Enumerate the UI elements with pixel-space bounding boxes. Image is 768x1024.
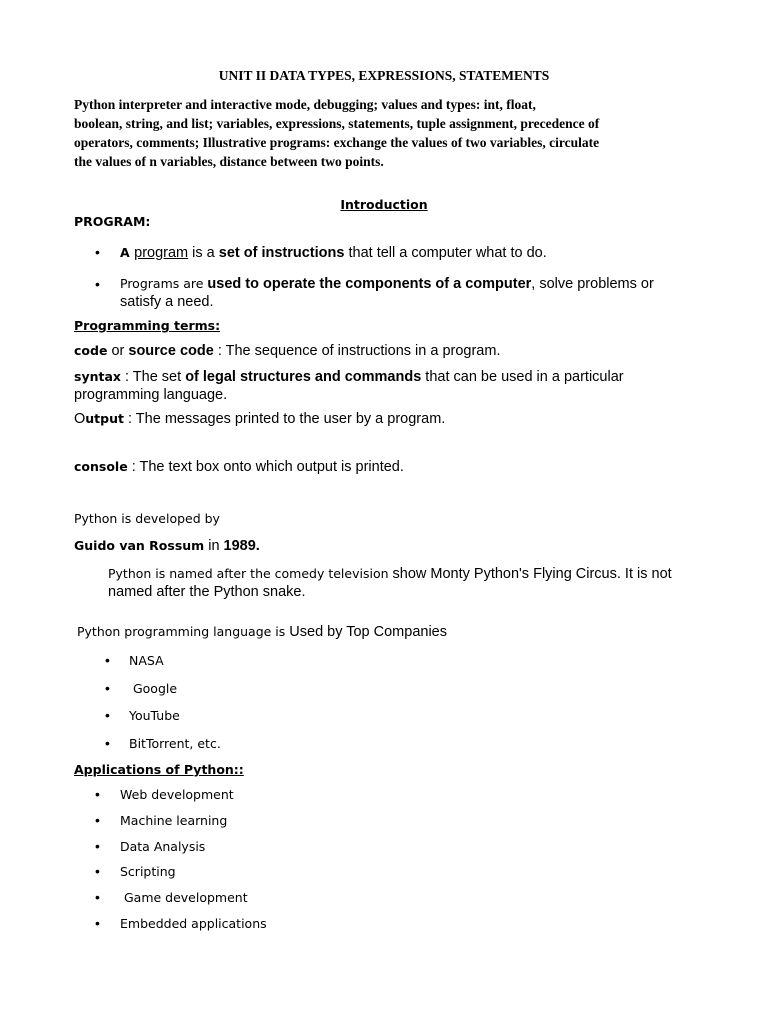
output-term xyxy=(74,410,445,428)
bullet-dot: • xyxy=(95,889,100,905)
bullet-dot: • xyxy=(95,786,100,802)
programs-usage-lead: Programs are xyxy=(120,276,208,291)
output-word: utput xyxy=(85,411,124,426)
company-item: Google xyxy=(129,681,178,696)
bullet-dot: • xyxy=(95,863,100,879)
syntax-line2: programming language. xyxy=(74,387,228,403)
guido-name: Guido van Rossum xyxy=(74,538,205,553)
named-after-lead: Python is named after the comedy television xyxy=(108,566,393,581)
programs-usage-bold: used to operate the components of a computer xyxy=(207,276,532,292)
companies-intro-rest: Used by Top Companies xyxy=(289,624,447,640)
programs-usage-rest: , solve problems or xyxy=(531,276,654,292)
guido-year: 1989. xyxy=(223,538,260,554)
introduction-heading: Introduction xyxy=(340,197,428,212)
console-term xyxy=(74,458,404,476)
syntax-term xyxy=(74,368,624,404)
company-item: NASA xyxy=(129,653,164,668)
syntax-lead: : The set xyxy=(120,369,186,385)
code-definition: : The sequence of instructions in a program. xyxy=(213,343,501,359)
companies-intro-lead: Python programming language is xyxy=(77,624,290,639)
syntax-word: syntax xyxy=(74,369,121,384)
syntax-bold: of legal structures and commands xyxy=(185,369,422,385)
syllabus-line: the values of n variables, distance between two points. xyxy=(74,154,384,169)
program-def-a: A xyxy=(120,245,130,260)
bullet-dot: • xyxy=(105,707,110,723)
program-heading: PROGRAM: xyxy=(74,214,151,229)
code-term xyxy=(74,342,500,360)
program-definition xyxy=(120,244,547,262)
named-after-line2: named after the Python snake. xyxy=(108,584,306,600)
developed-by-text: Python is developed by xyxy=(74,511,220,526)
bullet-dot: • xyxy=(105,680,110,696)
programs-usage xyxy=(120,275,654,311)
code-word: code xyxy=(74,343,108,358)
program-def-is-a: is a xyxy=(188,245,219,261)
programs-usage-line2: satisfy a need. xyxy=(120,294,214,310)
application-item: Game development xyxy=(120,890,248,905)
bullet-dot: • xyxy=(95,838,100,854)
named-after-paragraph xyxy=(108,565,672,601)
syllabus-line: boolean, string, and list; variables, expressions, statements, tuple assignment, precedence of xyxy=(74,116,600,131)
unit-title: UNIT II DATA TYPES, EXPRESSIONS, STATEMENTS xyxy=(218,68,550,83)
application-item: Embedded applications xyxy=(120,916,267,931)
code-or: or xyxy=(107,343,129,359)
console-word: console xyxy=(74,459,128,474)
guido-line xyxy=(74,537,260,555)
bullet-dot: • xyxy=(95,276,100,292)
named-after-rest: show Monty Python's Flying Circus. It is not xyxy=(392,566,672,582)
company-item: BitTorrent, etc. xyxy=(129,736,221,751)
application-item: Scripting xyxy=(120,864,176,879)
syllabus-line: operators, comments; Illustrative programs: exchange the values of two variables, circulate xyxy=(74,135,600,150)
syllabus-line: Python interpreter and interactive mode, debugging; values and types: int, float, xyxy=(74,97,536,112)
syllabus-paragraph xyxy=(74,95,694,171)
program-def-program: program xyxy=(134,245,189,261)
application-item: Machine learning xyxy=(120,813,228,828)
bullet-dot: • xyxy=(95,915,100,931)
bullet-dot: • xyxy=(105,652,110,668)
output-o: O xyxy=(74,411,86,427)
company-item: YouTube xyxy=(129,708,180,723)
program-def-set: set of instructions xyxy=(218,245,345,261)
application-item: Web development xyxy=(120,787,234,802)
bullet-dot: • xyxy=(95,812,100,828)
output-definition: : The messages printed to the user by a program. xyxy=(123,411,446,427)
console-definition: : The text box onto which output is printed. xyxy=(127,459,404,475)
companies-intro xyxy=(77,623,447,641)
application-item: Data Analysis xyxy=(120,839,206,854)
syntax-rest: that can be used in a particular xyxy=(421,369,624,385)
guido-in: in xyxy=(204,538,224,554)
programming-terms-heading: Programming terms: xyxy=(74,318,221,333)
bullet-dot: • xyxy=(95,244,100,260)
applications-heading: Applications of Python:: xyxy=(74,762,244,777)
source-code-word: source code xyxy=(128,343,214,359)
bullet-dot: • xyxy=(105,735,110,751)
program-def-rest: that tell a computer what to do. xyxy=(344,245,547,261)
